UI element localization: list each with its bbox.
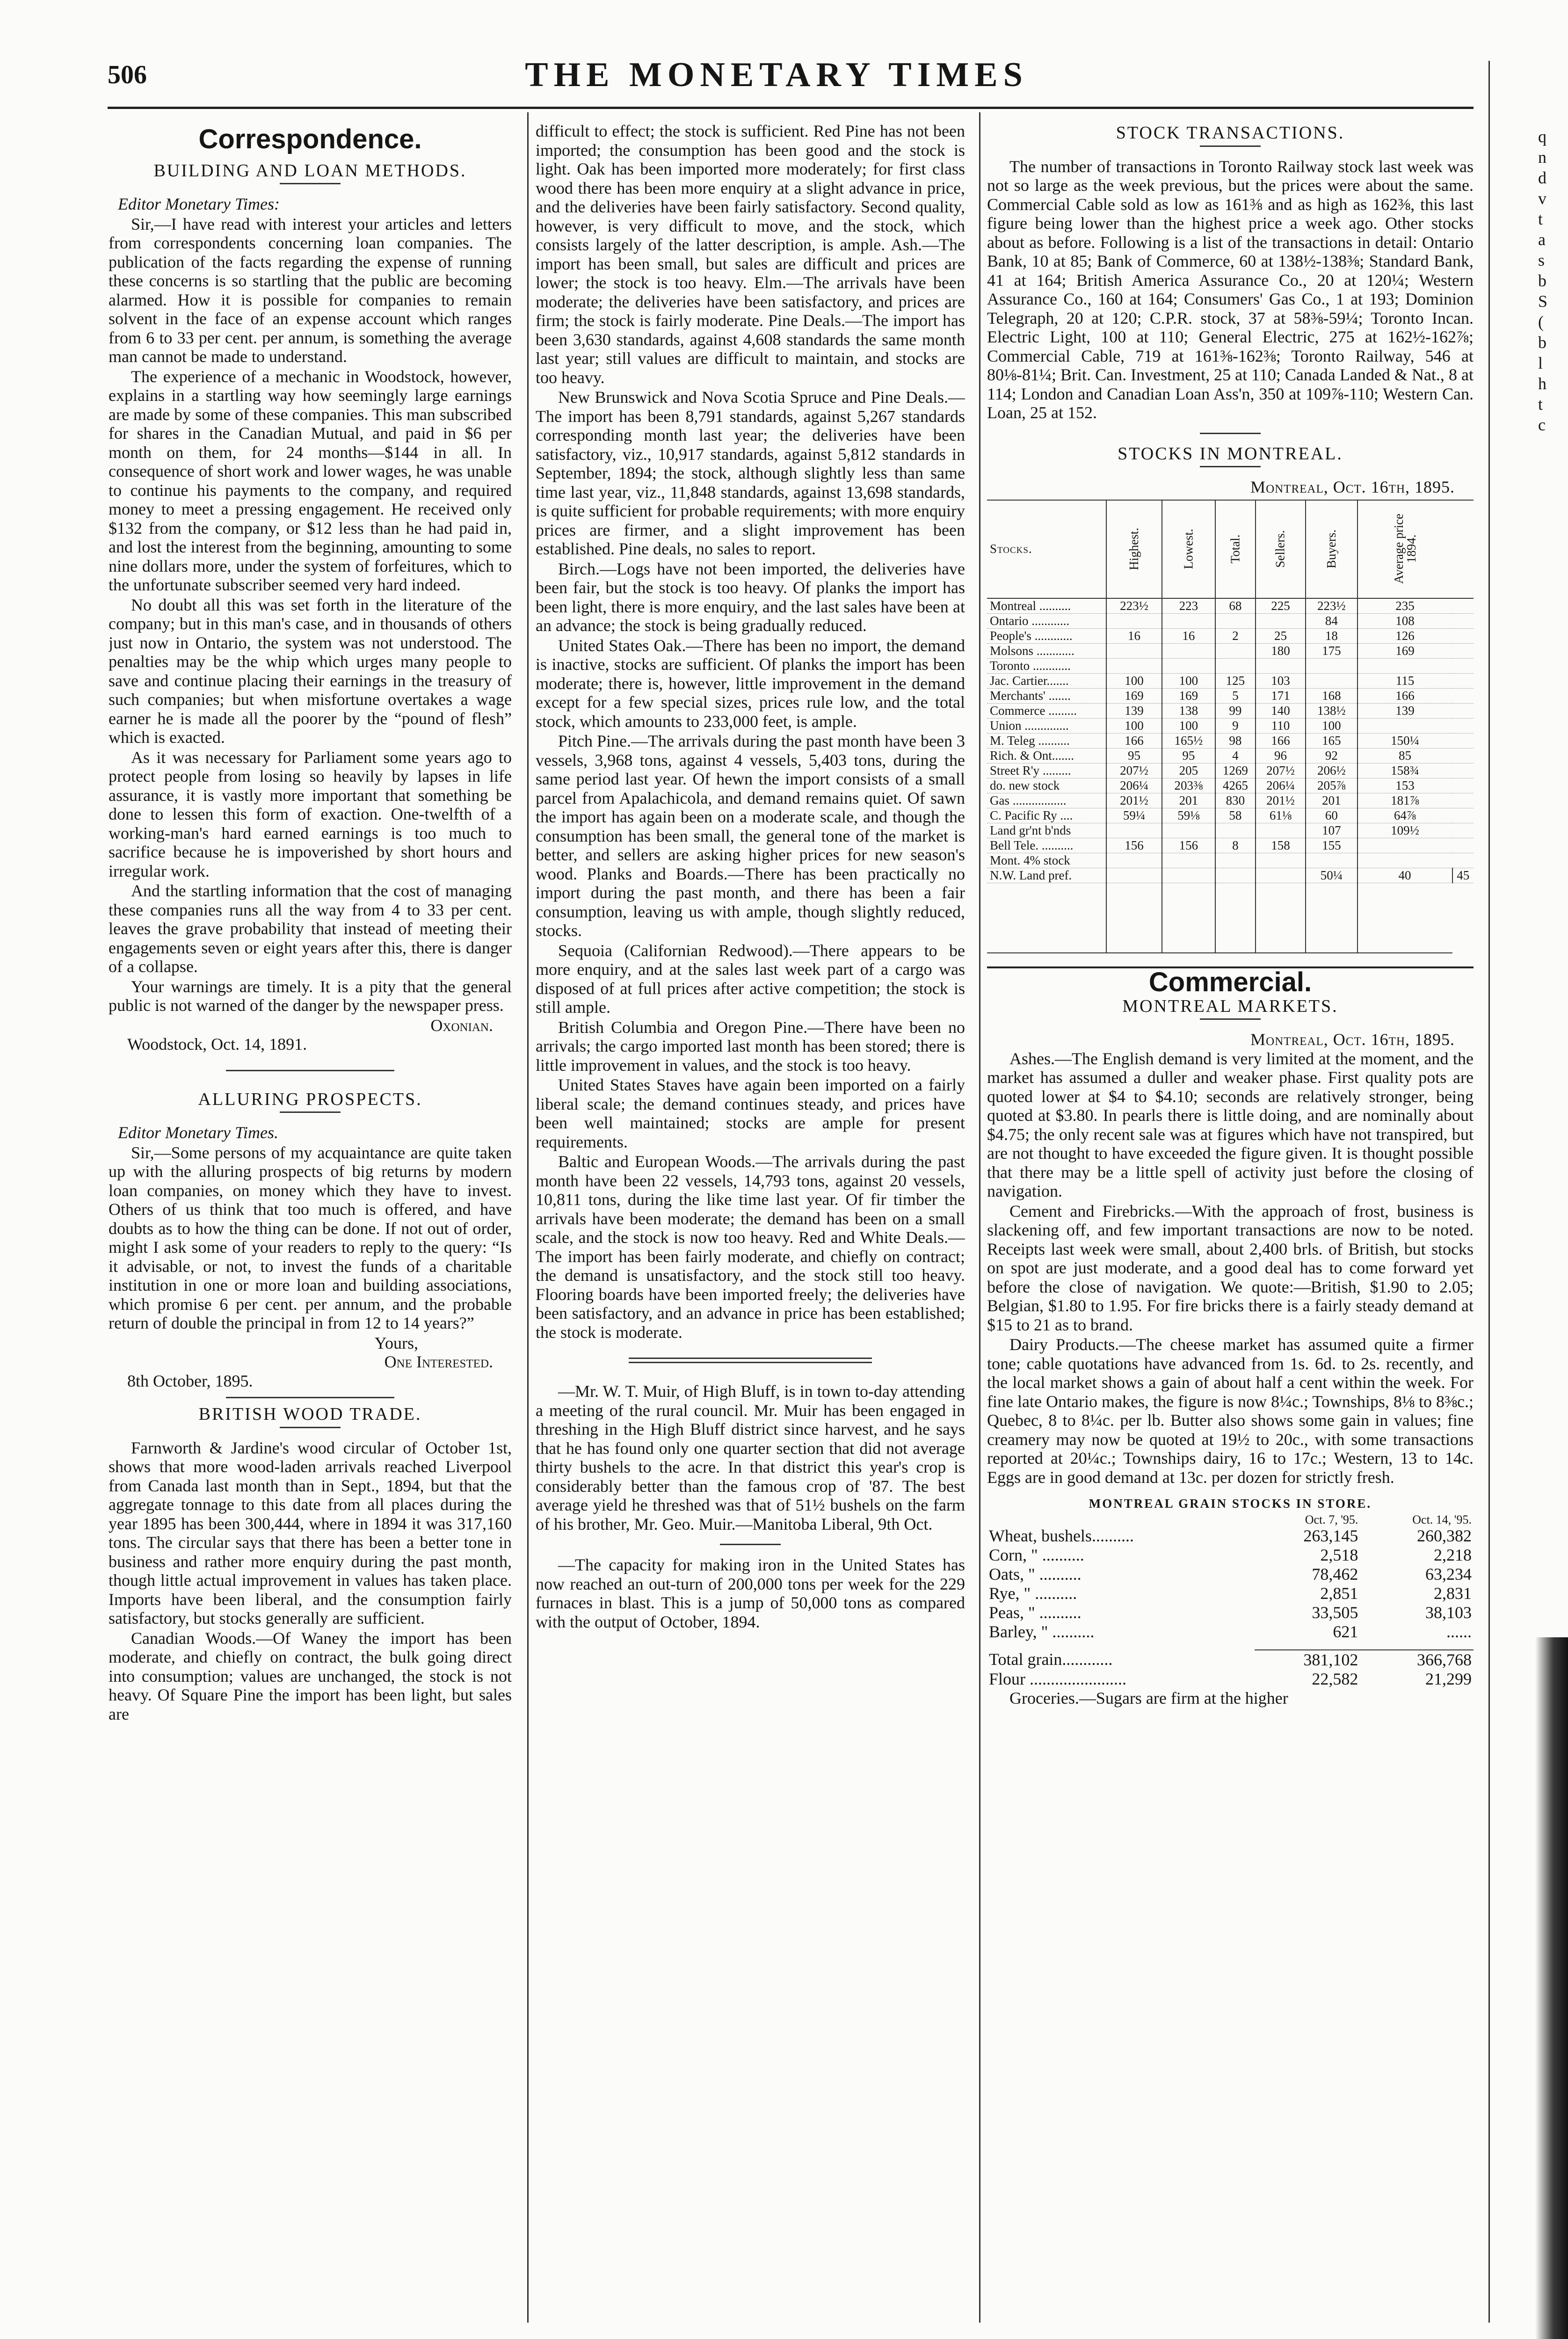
stock-value-cell: 201 <box>1162 793 1215 808</box>
stock-value-cell <box>1256 823 1306 838</box>
stock-value-cell <box>1357 838 1452 853</box>
stock-name-cell: Jac. Cartier....... <box>990 673 1069 688</box>
edge-letter: c <box>1538 415 1546 434</box>
stock-value-cell: 59¼ <box>1106 808 1162 823</box>
stock-value-cell: 60 <box>1306 808 1357 823</box>
divider <box>720 1544 781 1545</box>
grain-row <box>987 1603 1474 1622</box>
edge-letter: s <box>1538 251 1545 269</box>
stock-value-cell: 207½ <box>1256 763 1306 778</box>
edge-letter: l <box>1538 354 1543 372</box>
table-row <box>987 853 1474 868</box>
table-row <box>987 868 1474 883</box>
grain-stocks-title: MONTREAL GRAIN STOCKS IN STORE. <box>1089 1496 1372 1511</box>
grain-value: 33,505 <box>1312 1603 1358 1622</box>
stock-name-cell: Merchants' ....... <box>990 688 1071 703</box>
paragraph: Farnworth & Jardine's wood circular of October 1st, shows that more wood-laden arrivals reached Liverpool from Canada last month than in Sept., 1894, but that the aggregate tonnage to this date from all places during the year 1895 has been 300,444, where in 1894 it was 317,160 tons. The circular says that there has been a better tone in business and rather more enquiry during the past month, though little actual improvement in values has taken place. Imports have been liberal, and the consumption fairly satisfactory, but stocks generally are sufficient. <box>109 1438 512 1627</box>
edge-letter: a <box>1538 230 1546 249</box>
stock-value-cell: 165½ <box>1162 733 1215 748</box>
column-rule-2 <box>979 112 980 2323</box>
stock-value-cell: 25 <box>1256 628 1306 643</box>
stock-value-cell: 2 <box>1215 628 1256 643</box>
paragraph: The experience of a mechanic in Woodstock, however, explains in a startling way how seemingly large earnings are made by some of these companies. This man subscribed for shares in the Canadian Mutual, and paid in $6 per month on them, for 24 months—$144 in all. In consequence of short work and lower wages, he was unable to continue his payments to the company, and required money to meet a pressing engagement. He received only $132 from the company, or $12 less than he had paid in, and lost the interest from the beginning, amounting to some nine dollars more, under the system of forfeitures, which to the unfortunate subscriber seemed very hard indeed. <box>109 367 512 594</box>
grain-value: 63,234 <box>1425 1564 1472 1584</box>
stock-name-cell: Street R'y ......... <box>990 763 1071 777</box>
stock-value-cell <box>1306 658 1357 673</box>
table-row <box>987 748 1474 763</box>
stock-name-cell: do. new stock <box>990 778 1060 792</box>
stock-value-cell: 206½ <box>1306 763 1357 778</box>
stock-value-cell: 166 <box>1357 688 1452 703</box>
stock-value-cell: 169 <box>1162 688 1215 703</box>
stock-value-cell: 225 <box>1256 598 1306 614</box>
grain-value: 381,102 <box>1303 1650 1358 1669</box>
dateline: 8th October, 1895. <box>127 1371 253 1390</box>
stock-value-cell <box>1106 868 1162 883</box>
column-header: Sellers. <box>1273 530 1288 568</box>
montreal-date: Montreal, Oct. 16th, 1895. <box>1250 478 1455 496</box>
grain-row <box>987 1622 1474 1642</box>
stock-value-cell <box>1215 643 1256 658</box>
stock-value-cell: 153 <box>1357 778 1452 793</box>
stock-name-cell: Bell Tele. .......... <box>990 838 1074 852</box>
paragraph: Ashes.—The English demand is very limited at the moment, and the market has assumed a duller and weaker phase. First quality pots are quoted lower at $4 to $4.10; seconds are relatively stronger, being quoted at $3.80. In pearls there is little doing, and are nominally about $4.75; the only recent sale was at figures which have not transpired, but are not thought to have exceeded the figure given. It is thought possible that there may be a little spell of activity just before the closing of navigation. <box>987 1049 1474 1200</box>
stock-name-cell: Mont. 4% stock <box>990 853 1070 867</box>
grain-value: 2,851 <box>1320 1584 1358 1603</box>
stock-name-cell: Toronto ............ <box>990 658 1071 673</box>
grain-value: 2,218 <box>1434 1545 1472 1564</box>
stock-value-cell: 100 <box>1162 718 1215 733</box>
grain-row <box>987 1565 1474 1584</box>
stock-value-cell: 8 <box>1215 838 1256 853</box>
stock-value-cell <box>1256 853 1306 868</box>
stock-value-cell: 207½ <box>1106 763 1162 778</box>
stock-value-cell: 140 <box>1256 703 1306 718</box>
stock-value-cell: 138½ <box>1306 703 1357 718</box>
column-header: Oct. 7, '95. <box>1305 1512 1358 1526</box>
edge-letter: S <box>1538 292 1548 311</box>
alluring-prospects-title: ALLURING PROSPECTS. <box>198 1089 422 1109</box>
paragraph: No doubt all this was set forth in the literature of the company; but in this man's case, and in thousands of others just now in Ontario, the system was not understood. The penalties may be the whip which urges many people to save and continue placing their earnings in the treasury of such companies; but when misfortune overtakes a wage earner he is made all the poorer by the “pound of flesh” which is exacted. <box>109 595 512 747</box>
stock-value-cell: 99 <box>1215 703 1256 718</box>
stock-value-cell <box>1162 868 1215 883</box>
stock-name-cell: Rich. & Ont....... <box>990 748 1074 763</box>
grain-value: 21,299 <box>1425 1669 1472 1688</box>
stock-value-cell: 175 <box>1306 643 1357 658</box>
stock-value-cell <box>1106 853 1162 868</box>
markets-date: Montreal, Oct. 16th, 1895. <box>1250 1030 1455 1049</box>
paragraph: And the startling information that the cost of managing these companies runs all the way from 4 to 33 per cent. leaves the grave probability that instead of meeting their engagements seven or eight years after this, there is danger of a collapse. <box>109 881 512 976</box>
stock-value-cell <box>1215 658 1256 673</box>
table-row <box>987 673 1474 688</box>
column-header: Average price 1894. <box>1391 513 1418 584</box>
stock-value-cell: 4 <box>1215 748 1256 763</box>
divider <box>280 1427 341 1428</box>
stock-value-cell <box>1306 853 1357 868</box>
stock-value-cell: 171 <box>1256 688 1306 703</box>
closing: Yours, <box>374 1333 418 1352</box>
page-edge-shadow <box>1535 1637 1568 2339</box>
paragraph: Birch.—Logs have not been imported, the deliveries have been fair, but the stock is too heavy. Of planks the import has been light, there is more enquiry, and the last sales have been at an advance; the stock is being gradually reduced. <box>536 559 965 635</box>
stock-value-cell: 92 <box>1306 748 1357 763</box>
stock-value-cell: 126 <box>1357 628 1452 643</box>
grain-label: Flour ....................... <box>989 1669 1127 1688</box>
stock-value-cell: 4265 <box>1215 778 1256 793</box>
stock-value-cell <box>1256 868 1306 883</box>
stocks-in-montreal-title: STOCKS IN MONTREAL. <box>1118 443 1343 464</box>
table-row <box>987 838 1474 853</box>
stock-value-cell: 205 <box>1162 763 1215 778</box>
stock-value-cell: 110 <box>1256 718 1306 733</box>
table-header-row <box>987 500 1474 598</box>
stock-value-cell <box>1215 853 1256 868</box>
divider <box>1200 1018 1261 1020</box>
column-1 <box>109 122 512 2330</box>
stock-value-cell: 9 <box>1215 718 1256 733</box>
grain-row <box>987 1526 1474 1546</box>
stock-value-cell: 156 <box>1162 838 1215 853</box>
divider <box>1200 466 1261 467</box>
stock-value-cell: 85 <box>1357 748 1452 763</box>
stock-value-cell: 125 <box>1215 673 1256 688</box>
grain-stocks-table <box>987 1513 1474 1689</box>
stock-value-cell: 100 <box>1106 718 1162 733</box>
stock-value-cell: 201½ <box>1106 793 1162 808</box>
grain-total-row <box>987 1650 1474 1670</box>
column-3 <box>987 122 1474 2330</box>
table-row <box>987 628 1474 643</box>
stock-value-cell: 59⅛ <box>1162 808 1215 823</box>
stock-value-cell: 95 <box>1162 748 1215 763</box>
table-row <box>987 718 1474 733</box>
paragraph: Canadian Woods.—Of Waney the import has been moderate, and chiefly on contract, the bulk going direct into consumption; values are unchanged, the stock is not heavy. Of Square Pine the import has been light, but sales are <box>109 1628 512 1723</box>
stock-value-cell: 205⅞ <box>1306 778 1357 793</box>
stock-value-cell: 16 <box>1106 628 1162 643</box>
commercial-heading: Commercial. <box>1148 967 1312 997</box>
column-rule-3 <box>1488 61 1490 2323</box>
stock-value-cell: 166 <box>1106 733 1162 748</box>
edge-letter: t <box>1538 210 1543 228</box>
paragraph: Sir,—I have read with interest your articles and letters from correspondents concerning loan companies. The publication of the facts regarding the expense of running these concerns is so startling that the public are becoming alarmed. How it is possible for companies to remain solvent in the face of an expense account which ranges from 6 to 33 per cent. per annum, is something the average man cannot be made to understand. <box>109 214 512 366</box>
stock-name-cell: M. Teleg .......... <box>990 733 1070 748</box>
grain-value: 78,462 <box>1312 1564 1358 1584</box>
grain-value: ...... <box>1446 1622 1472 1641</box>
stock-value-cell: 155 <box>1306 838 1357 853</box>
stock-value-cell <box>1357 718 1452 733</box>
stock-value-cell: 150¼ <box>1357 733 1452 748</box>
stock-value-cell: 206¼ <box>1256 778 1306 793</box>
stock-value-cell <box>1357 658 1452 673</box>
adjacent-page-edge <box>1538 126 1557 435</box>
stock-value-cell: 203⅜ <box>1162 778 1215 793</box>
stock-name-cell: N.W. Land pref. <box>990 868 1072 882</box>
stock-transactions-title: STOCK TRANSACTIONS. <box>1116 123 1345 143</box>
column-header: Buyers. <box>1324 529 1338 569</box>
building-loan-title: BUILDING AND LOAN METHODS. <box>153 160 467 181</box>
stock-value-cell: 64⅞ <box>1357 808 1452 823</box>
paragraph: Cement and Firebricks.—With the approach of frost, business is slackening off, and few important transactions are now to be noted. Receipts last week were small, about 2,400 brls. of British, but stocks on spot are just moderate, and a good deal has to come forward yet before the close of navigation. We quote:—British, $1.90 to 2.05; Belgian, $1.80 to 1.95. For fire bricks there is a fairly steady demand at $15 to 21 as to brand. <box>987 1201 1474 1334</box>
grain-value: 22,582 <box>1312 1669 1358 1688</box>
salutation: Editor Monetary Times: <box>118 195 280 213</box>
paragraph: —Mr. W. T. Muir, of High Bluff, is in town to-day attending a meeting of the rural council. Mr. Muir has been engaged in threshing in the High Bluff district since harvest, and he says that he has found only one quarter section that did not average thirty bushels to the acre. In that district this year's crop is considerably better than the famous crop of '87. The best average yield he threshed was that of 51½ bushels on the farm of his brother, Mr. Geo. Muir.—Manitoba Liberal, 9th Oct. <box>536 1382 965 1533</box>
salutation: Editor Monetary Times. <box>118 1123 278 1142</box>
grain-label: Oats, " .......... <box>989 1564 1082 1584</box>
grain-label: Rye, " .......... <box>989 1584 1077 1603</box>
paragraph: Groceries.—Sugars are firm at the higher <box>1009 1688 1288 1707</box>
masthead-rule <box>108 107 1474 109</box>
stock-value-cell: 235 <box>1357 598 1452 614</box>
stock-value-cell: 156 <box>1106 838 1162 853</box>
stock-value-cell: 45 <box>1452 868 1474 883</box>
stock-value-cell <box>1357 853 1452 868</box>
grain-label: Peas, " .......... <box>989 1603 1082 1622</box>
montreal-stocks-table <box>987 500 1474 954</box>
paragraph: Your warnings are timely. It is a pity that the general public is not warned of the danger by the newspaper press. <box>109 977 512 1015</box>
stock-value-cell: 109½ <box>1357 823 1452 838</box>
stock-name-cell: Land gr'nt b'nds <box>990 823 1071 837</box>
stock-value-cell: 166 <box>1256 733 1306 748</box>
edge-letter: h <box>1538 374 1546 393</box>
stock-value-cell: 50¼ <box>1306 868 1357 883</box>
table-row <box>987 823 1474 838</box>
edge-letter: b <box>1538 333 1546 352</box>
stock-value-cell <box>1256 658 1306 673</box>
divider <box>1200 145 1261 147</box>
stock-value-cell: 165 <box>1306 733 1357 748</box>
masthead-title: THE MONETARY TIMES <box>525 56 1028 94</box>
grain-label: Corn, " .......... <box>989 1545 1084 1564</box>
stock-value-cell: 68 <box>1215 598 1256 614</box>
table-row <box>987 733 1474 748</box>
stock-value-cell <box>1306 673 1357 688</box>
double-divider <box>629 1358 872 1363</box>
column-header: Stocks. <box>990 542 1032 556</box>
signature: One Interested. <box>384 1352 493 1371</box>
stock-value-cell <box>1256 613 1306 628</box>
signature: Oxonian. <box>430 1016 493 1035</box>
stock-value-cell: 40 <box>1357 868 1452 883</box>
stock-value-cell <box>1215 613 1256 628</box>
stock-value-cell: 107 <box>1306 823 1357 838</box>
paragraph: difficult to effect; the stock is sufficient. Red Pine has not been imported; the consumption has been good and the stock is light. Oak has been imported more moderately; for first class wood there has been more enquiry at a slight advance in price, and the deliveries have been fairly satisfactory. Second quality, however, is very difficult to move, and the stock, which consists largely of the latter description, is ample. Ash.—The import has been small, but sales are difficult and prices are lower; the stock is too heavy. Elm.—The arrivals have been moderate; the deliveries have been satisfactory, and prices are firm; the stock is fairly moderate. Pine Deals.—The import has been 3,630 standards, against 4,608 standards the same month last year; still values are difficult to maintain, and stocks are too heavy. <box>536 122 965 387</box>
british-wood-trade-title: BRITISH WOOD TRADE. <box>198 1404 422 1424</box>
stock-name-cell: C. Pacific Ry .... <box>990 808 1073 822</box>
stock-value-cell: 201½ <box>1256 793 1306 808</box>
grain-label: Wheat, bushels.......... <box>989 1526 1134 1545</box>
stock-value-cell: 169 <box>1357 643 1452 658</box>
stock-value-cell: 115 <box>1357 673 1452 688</box>
paragraph: Dairy Products.—The cheese market has assumed quite a firmer tone; cable quotations have advanced from 1s. 6d. to 2s. recently, and the local market shows a gain of about half a cent within the week. For fine late Ontario makes, the figure is now 8¼c.; Townships, 8⅛ to 8⅜c.; Quebec, 8 to 8¼c. per lb. Butter also shows some gain in values; fine creamery may now be quoted at 19½ to 20c., with some transactions reported at 20¼c.; Townships dairy, 16 to 17c.; Western, 13 to 14c. Eggs are in good demand at 13c. per dozen for strictly fresh. <box>987 1335 1474 1487</box>
stock-value-cell: 139 <box>1106 703 1162 718</box>
stock-value-cell: 138 <box>1162 703 1215 718</box>
montreal-markets-title: MONTREAL MARKETS. <box>1122 996 1338 1016</box>
stock-value-cell: 169 <box>1106 688 1162 703</box>
column-header: Highest. <box>1126 528 1141 570</box>
column-header: Oct. 14, '95. <box>1412 1512 1472 1526</box>
flour-row <box>987 1670 1474 1689</box>
edge-letter: n <box>1538 148 1546 167</box>
table-row <box>987 643 1474 658</box>
grain-row <box>987 1584 1474 1603</box>
stock-value-cell: 58 <box>1215 808 1256 823</box>
divider <box>280 1111 341 1113</box>
stock-value-cell <box>1162 853 1215 868</box>
edge-letter: b <box>1538 271 1546 290</box>
paragraph: United States Oak.—There has been no import, the demand is inactive, stocks are sufficient. Of planks the import has been moderate; there is, however, little improvement in the demand except for a few special sizes, prices rule low, and the total stock, which amounts to 233,000 feet, is ample. <box>536 636 965 731</box>
edge-letter: ( <box>1538 312 1544 331</box>
paragraph: Sequoia (Californian Redwood).—There appears to be more enquiry, and at the sales last week part of a cargo was disposed of at full prices after active competition; the stock is still ample. <box>536 941 965 1017</box>
table-row <box>987 793 1474 808</box>
grain-label: Total grain............ <box>989 1650 1113 1669</box>
stock-value-cell: 830 <box>1215 793 1256 808</box>
stock-value-cell <box>1106 658 1162 673</box>
grain-label: Barley, " .......... <box>989 1622 1095 1641</box>
stock-name-cell: Union .............. <box>990 718 1069 733</box>
paragraph: As it was necessary for Parliament some years ago to protect people from losing so heavily by lapses in life assurance, it is vastly more important that something be done to lessen this form of exaction. One-twelfth of a working-man's hard earned earnings is too much to sacrifice because he is impoverished by short hours and irregular work. <box>109 748 512 880</box>
stock-value-cell: 61⅛ <box>1256 808 1306 823</box>
stock-name-cell: Molsons ............ <box>990 643 1074 658</box>
edge-letter: v <box>1538 189 1546 208</box>
correspondence-heading: Correspondence. <box>198 124 422 154</box>
stock-value-cell <box>1106 643 1162 658</box>
stock-value-cell: 206¼ <box>1106 778 1162 793</box>
paragraph: British Columbia and Oregon Pine.—There have been no arrivals; the cargo imported last month has been stored; there is little improvement in values, and the stock is too heavy. <box>536 1017 965 1075</box>
paragraph: Baltic and European Woods.—The arrivals during the past month have been 22 vessels, 14,793 tons, against 20 vessels, 10,811 tons, during the like time last year. Of fir timber the arrivals have been moderate; the demand has been on a small scale, and the stock is now too heavy. Red and White Deals.—The import has been fairly moderate, and chiefly on contract; the demand is unsatisfactory, and the stock still too heavy. Flooring boards have been imported freely; the deliveries have been satisfactory, and an advance in price has been established; the stock is moderate. <box>536 1152 965 1342</box>
edge-letter: d <box>1538 168 1546 187</box>
stock-name-cell: People's ............ <box>990 628 1073 643</box>
table-row <box>987 763 1474 778</box>
grain-header-row <box>987 1513 1474 1526</box>
stock-value-cell: 108 <box>1357 613 1452 628</box>
stock-value-cell: 95 <box>1106 748 1162 763</box>
page-number: 506 <box>108 60 147 89</box>
table-row <box>987 658 1474 673</box>
grain-value: 366,768 <box>1417 1650 1472 1669</box>
column-header: Total. <box>1228 534 1242 564</box>
stock-value-cell: 84 <box>1306 613 1357 628</box>
stock-value-cell: 223½ <box>1306 598 1357 614</box>
stock-value-cell: 100 <box>1106 673 1162 688</box>
stock-value-cell <box>1106 613 1162 628</box>
edge-letter: t <box>1538 395 1543 414</box>
paragraph: United States Staves have again been imported on a fairly liberal scale; the demand continues steady, and prices have been well maintained; stocks are ample for present requirements. <box>536 1075 965 1151</box>
stock-value-cell: 1269 <box>1215 763 1256 778</box>
dateline: Woodstock, Oct. 14, 1891. <box>127 1035 307 1053</box>
stock-value-cell <box>1162 823 1215 838</box>
stock-value-cell: 5 <box>1215 688 1256 703</box>
stock-value-cell: 223 <box>1162 598 1215 614</box>
stock-value-cell <box>1162 613 1215 628</box>
stock-value-cell <box>1162 643 1215 658</box>
divider <box>226 1070 394 1071</box>
stock-value-cell: 16 <box>1162 628 1215 643</box>
stock-value-cell: 139 <box>1357 703 1452 718</box>
stock-value-cell: 180 <box>1256 643 1306 658</box>
column-2 <box>536 122 965 2330</box>
grain-value: 263,145 <box>1303 1526 1358 1545</box>
table-row <box>987 688 1474 703</box>
grain-row <box>987 1546 1474 1565</box>
table-row <box>987 703 1474 718</box>
stock-value-cell: 98 <box>1215 733 1256 748</box>
stock-value-cell: 168 <box>1306 688 1357 703</box>
grain-value: 2,518 <box>1320 1545 1358 1564</box>
table-row <box>987 778 1474 793</box>
stock-value-cell: 96 <box>1256 748 1306 763</box>
divider <box>280 183 341 184</box>
stock-value-cell: 18 <box>1306 628 1357 643</box>
stock-name-cell: Ontario ............ <box>990 613 1070 628</box>
stock-value-cell: 158 <box>1256 838 1306 853</box>
grain-value: 621 <box>1333 1622 1358 1641</box>
table-row <box>987 598 1474 614</box>
stock-value-cell: 100 <box>1162 673 1215 688</box>
stock-name-cell: Montreal .......... <box>990 598 1071 613</box>
paragraph: New Brunswick and Nova Scotia Spruce and Pine Deals.—The import has been 8,791 standards, against 5,267 standards corresponding month last year; the deliveries have been satisfactory, viz., 10,917 standards, against 5,812 standards in September, 1894; the stock, although slightly less than same time last year, viz., 11,848 standards, against 13,698 standards, is quite sufficient for probable requirements; with more enquiry prices are firmer, and a slight improvement has been established. Pine deals, no sales to report. <box>536 388 965 558</box>
grain-value: 2,831 <box>1434 1584 1472 1603</box>
paragraph: Pitch Pine.—The arrivals during the past month have been 3 vessels, 3,968 tons, against 4 vessels, 5,403 tons, during the same period last year. Of hewn the import consists of a small parcel from Apalachicola, and demand remains quiet. Of sawn the import has again been on a moderate scale, and though the consumption has been small, the general tone of the market is better, and sellers are asking higher prices for new season's wood. Planks and Boards.—There has been practically no import during the past month, and there has been a fair consumption, leaving us with ample, though slightly reduced, stocks. <box>536 732 965 940</box>
stock-value-cell: 201 <box>1306 793 1357 808</box>
stock-name-cell: Gas ................. <box>990 793 1067 807</box>
stock-value-cell: 223½ <box>1106 598 1162 614</box>
paragraph: The number of transactions in Toronto Railway stock last week was not so large as the week previous, but the prices were about the same. Commercial Cable sold as low as 161⅜ and as high as 162⅜, this last figure being lower than the highest price a week ago. Other stocks about as before. Following is a list of the transactions in detail: Ontario Bank, 10 at 85; Bank of Commerce, 60 at 138½-138⅜; Standard Bank, 41 at 164; British America Assurance Co., 20 at 120¼; Western Assurance Co., 160 at 164; Consumers' Gas Co., 1 at 193; Dominion Telegraph, 20 at 120; C.P.R. stock, 37 at 58⅜-59¼; Toronto Incan. Electric Light, 100 at 110; General Electric, 275 at 162½-162⅞; Commercial Cable, 719 at 161⅜-162⅜; Toronto Railway, 546 at 80⅛-81¼; Brit. Can. Investment, 25 at 110; Canada Landed & Nat., 8 at 114; London and Canadian Loan Ass'n, 350 at 109⅞-110; Western Can. Loan, 25 at 152. <box>987 157 1474 422</box>
table-row <box>987 808 1474 823</box>
column-rule-1 <box>527 112 529 2323</box>
stock-value-cell: 181⅞ <box>1357 793 1452 808</box>
grain-value: 260,382 <box>1417 1526 1472 1545</box>
stock-value-cell <box>1215 868 1256 883</box>
stock-value-cell: 158¾ <box>1357 763 1452 778</box>
stock-value-cell <box>1162 658 1215 673</box>
stock-value-cell: 103 <box>1256 673 1306 688</box>
stock-value-cell: 100 <box>1306 718 1357 733</box>
stock-value-cell <box>1106 823 1162 838</box>
column-header: Lowest. <box>1181 529 1196 569</box>
paragraph: Sir,—Some persons of my acquaintance are quite taken up with the alluring prospects of big returns by modern loan companies, on money which they have to invest. Others of us think that too much is offered, and have doubts as to how the thing can be done. If not out of order, might I ask some of your readers to reply to the query: “Is it advisable, or not, to invest the funds of a charitable institution in one or more loan and building associations, which promise 6 per cent. per annum, and the probable return of double the principal in from 12 to 14 years?” <box>109 1143 512 1332</box>
stock-name-cell: Commerce ......... <box>990 703 1077 718</box>
table-row <box>987 613 1474 628</box>
grain-value: 38,103 <box>1425 1603 1472 1622</box>
paragraph: —The capacity for making iron in the United States has now reached an out-turn of 200,000 tons per week for the 229 furnaces in blast. This is a jump of 50,000 tons as compared with the output of October, 1894. <box>536 1555 965 1631</box>
stock-value-cell <box>1215 823 1256 838</box>
edge-letter: q <box>1538 127 1546 146</box>
divider <box>1200 433 1261 434</box>
divider <box>226 1397 394 1398</box>
